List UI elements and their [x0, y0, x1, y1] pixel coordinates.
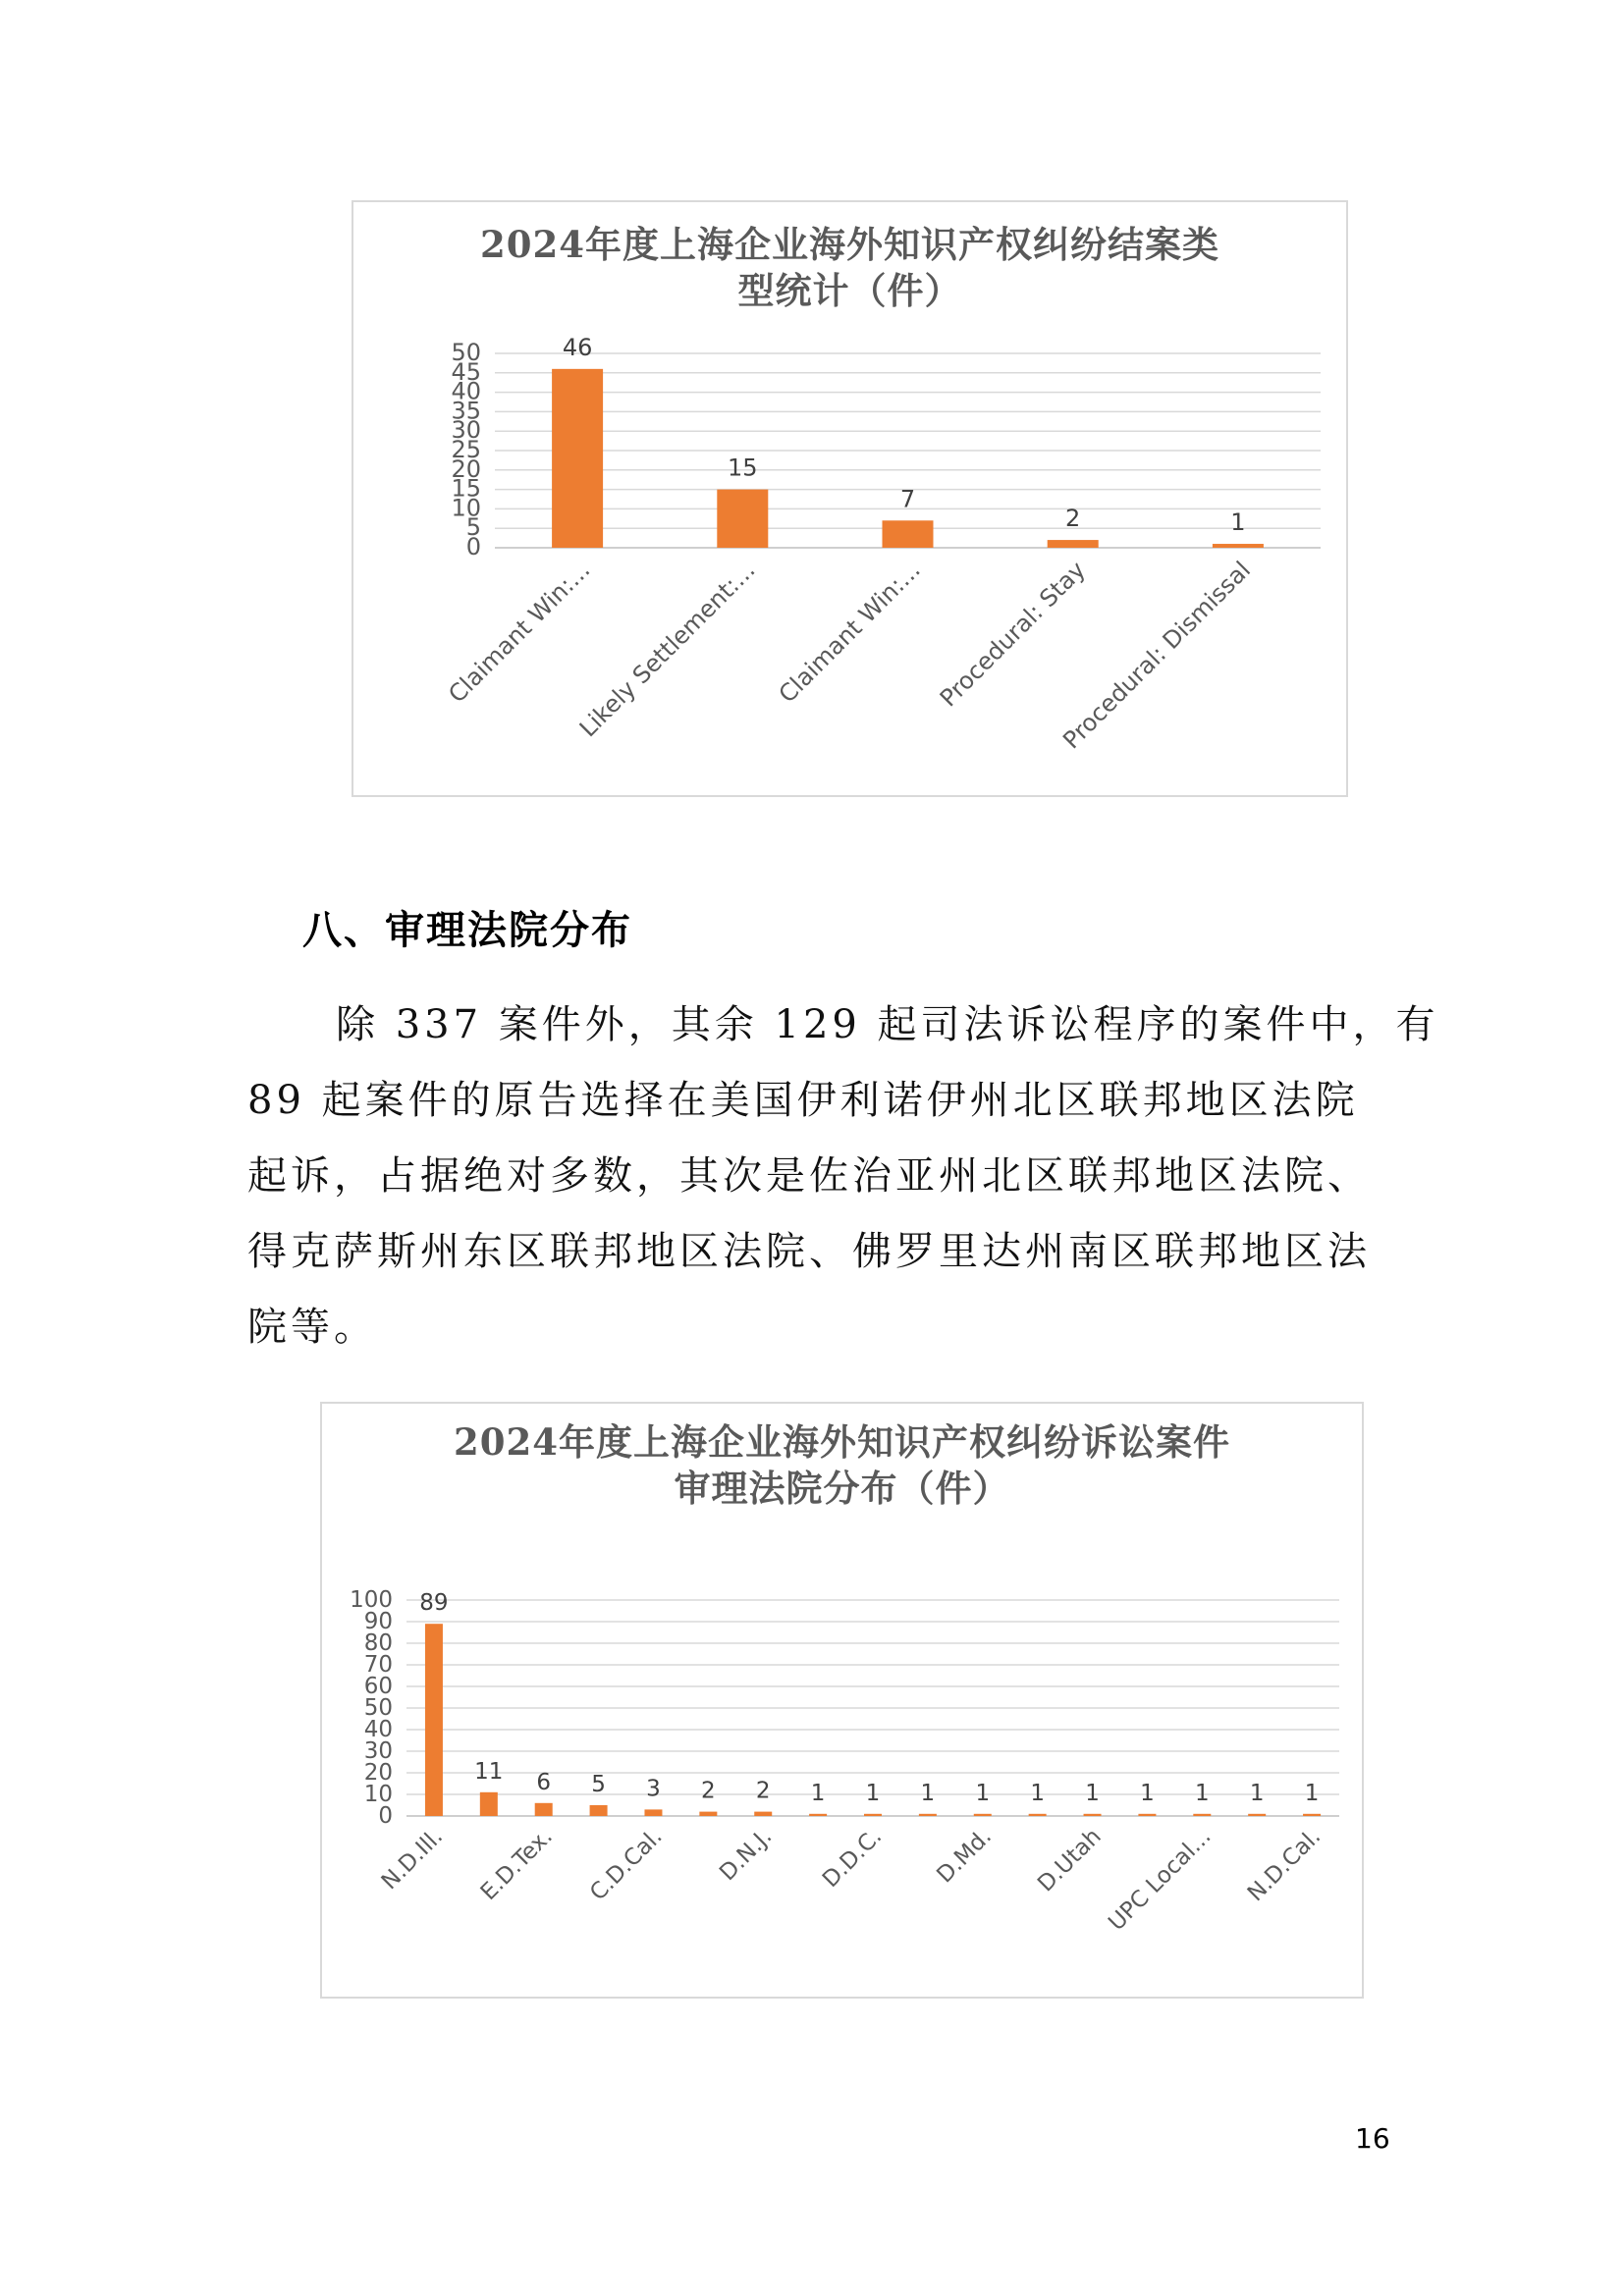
y-tick-label: 60	[363, 1674, 393, 1699]
chart-title-line-1: 2024年度上海企业海外知识产权纠纷诉讼案件	[454, 1420, 1230, 1464]
data-label: 1	[975, 1780, 991, 1806]
data-label: 2	[701, 1778, 716, 1804]
y-tick-label: 15	[451, 474, 481, 503]
page-number: 16	[1355, 2122, 1390, 2155]
y-tick-label: 40	[451, 377, 481, 405]
bar	[699, 1812, 717, 1816]
data-label: 2	[755, 1778, 771, 1804]
bar	[480, 1792, 498, 1816]
y-tick-label: 100	[350, 1587, 393, 1613]
y-tick-label: 5	[465, 513, 481, 542]
y-tick-label: 70	[363, 1652, 393, 1678]
x-category-label: D.D.C.	[817, 1823, 888, 1894]
data-label: 6	[536, 1769, 552, 1795]
bar	[1029, 1814, 1047, 1816]
data-label: 1	[1140, 1780, 1155, 1806]
x-category-label: D.Utah	[1033, 1823, 1107, 1897]
data-label: 1	[865, 1780, 881, 1806]
y-tick-label: 0	[465, 533, 481, 561]
x-category-label: E.D.Tex.	[475, 1823, 558, 1906]
bar	[717, 490, 768, 548]
bar	[1084, 1814, 1102, 1816]
bar	[590, 1805, 608, 1816]
bar	[1248, 1814, 1266, 1816]
case-outcome-chart	[352, 200, 1348, 797]
data-label: 1	[1194, 1780, 1210, 1806]
y-tick-label: 10	[363, 1782, 393, 1807]
x-category-label: N.D.Ill.	[376, 1823, 449, 1896]
bar	[1193, 1814, 1211, 1816]
data-label: 2	[1065, 505, 1081, 533]
y-tick-label: 25	[451, 436, 481, 463]
data-label: 1	[1085, 1780, 1100, 1806]
bar	[864, 1814, 882, 1816]
data-label: 1	[1030, 1780, 1045, 1806]
data-label: 46	[562, 333, 593, 361]
y-tick-label: 50	[451, 339, 481, 366]
section-heading: 八、审理法院分布	[302, 908, 632, 953]
bar	[644, 1809, 662, 1816]
data-label: 1	[920, 1780, 936, 1806]
data-label: 11	[474, 1758, 504, 1785]
y-tick-label: 30	[451, 416, 481, 445]
y-tick-label: 40	[363, 1717, 393, 1742]
y-tick-label: 90	[363, 1609, 393, 1634]
data-label: 5	[591, 1772, 606, 1797]
bar	[552, 369, 603, 548]
data-label: 1	[1249, 1780, 1265, 1806]
data-label: 89	[419, 1590, 449, 1617]
bar	[754, 1812, 772, 1816]
bar	[809, 1814, 827, 1816]
chart-title-line-2: 型统计（件）	[737, 269, 962, 312]
x-category-label: N.D.Cal.	[1242, 1823, 1326, 1907]
data-label: 3	[646, 1776, 661, 1802]
x-category-label: C.D.Cal.	[585, 1823, 668, 1906]
paragraph-line: 除 337 案件外，其余 129 起司法诉讼程序的案件中，有	[336, 1002, 1439, 1047]
bar	[1138, 1814, 1156, 1816]
y-tick-label: 20	[363, 1760, 393, 1786]
bar	[1303, 1814, 1321, 1816]
y-tick-label: 80	[363, 1630, 393, 1656]
bar	[883, 520, 934, 548]
y-tick-label: 10	[451, 494, 481, 522]
bar	[535, 1803, 553, 1816]
court-distribution-plot	[322, 1404, 1362, 1997]
x-category-label: Claimant Win:...	[443, 556, 596, 709]
x-category-label: Claimant Win:...	[773, 556, 926, 709]
x-category-label: D.N.J.	[715, 1823, 778, 1887]
x-category-label: D.Md.	[932, 1823, 998, 1889]
paragraph-line: 院等。	[247, 1305, 377, 1350]
data-label: 1	[810, 1780, 826, 1806]
case-outcome-plot	[353, 202, 1346, 795]
y-tick-label: 35	[451, 397, 481, 425]
data-label: 1	[1230, 508, 1246, 537]
x-category-label: Likely Settlement:...	[573, 556, 761, 743]
chart-title-line-1: 2024年度上海企业海外知识产权纠纷结案类	[480, 223, 1219, 266]
data-label: 1	[1304, 1780, 1320, 1806]
data-label: 7	[899, 485, 916, 513]
data-label: 15	[728, 454, 758, 482]
y-tick-label: 0	[378, 1803, 393, 1829]
paragraph-line: 起诉，占据绝对多数，其次是佐治亚州北区联邦地区法院、	[247, 1153, 1371, 1199]
x-category-label: Procedural: Stay	[934, 556, 1091, 713]
section-paragraph	[247, 988, 1439, 1365]
bar	[425, 1624, 443, 1816]
y-tick-label: 30	[363, 1738, 393, 1764]
y-tick-label: 50	[363, 1695, 393, 1721]
bar	[974, 1814, 992, 1816]
x-category-label: Procedural: Dismissal	[1057, 556, 1257, 755]
bar	[1213, 544, 1264, 548]
chart-title-line-2: 审理法院分布（件）	[674, 1467, 1010, 1510]
x-category-label: UPC Local...	[1104, 1823, 1217, 1937]
y-tick-label: 20	[451, 454, 481, 483]
paragraph-line: 得克萨斯州东区联邦地区法院、佛罗里达州南区联邦地区法	[247, 1229, 1371, 1274]
y-tick-label: 45	[451, 357, 481, 386]
court-distribution-chart	[320, 1402, 1364, 1999]
bar	[919, 1814, 937, 1816]
paragraph-line: 89 起案件的原告选择在美国伊利诺伊州北区联邦地区法院	[247, 1078, 1359, 1123]
bar	[1048, 540, 1099, 548]
